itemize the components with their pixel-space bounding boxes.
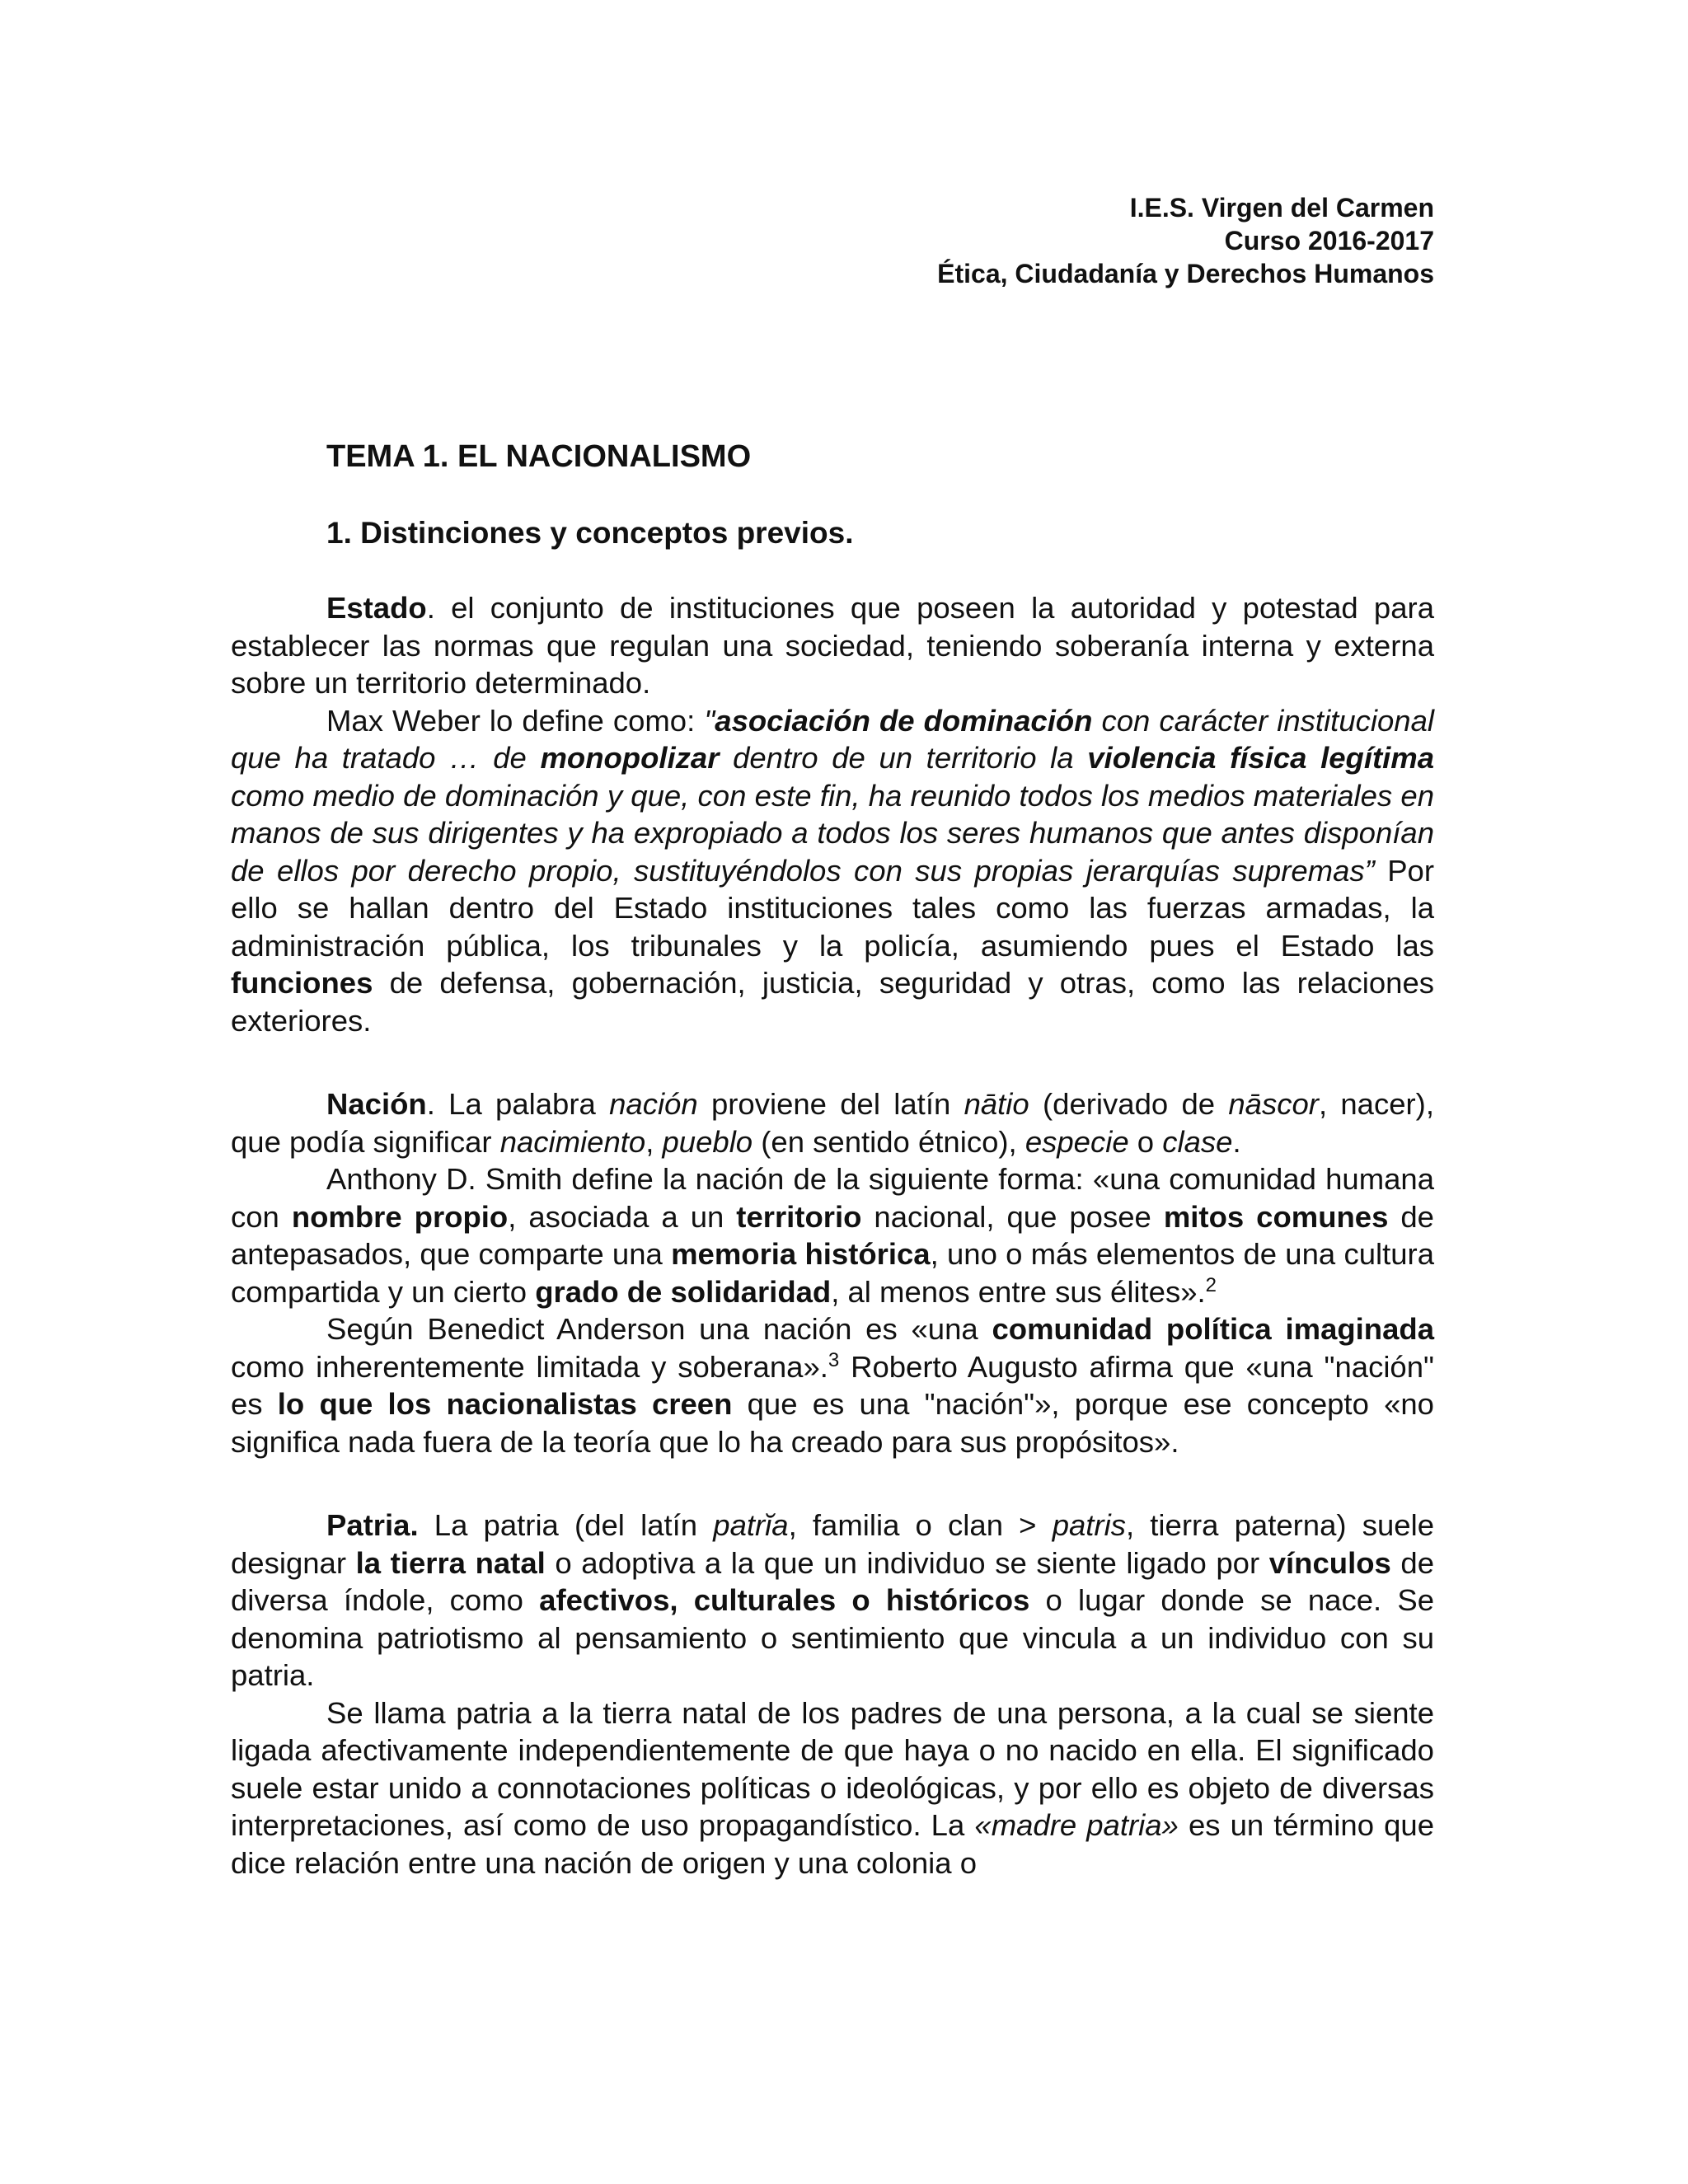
course-year: Curso 2016-2017 [1224, 226, 1434, 255]
weber-paragraph: Max Weber lo define como: "asociación de dominación con carácter institucional que ha tratado … de monopolizar dentro de un territorio la violencia física legítima como medio de dominación y que, con este fin, ha reunido todos los medios materiales en manos de sus dirigentes y ha expropiado a todos los seres humanos que antes disponían de ellos por derecho propio, sustituyéndolos con sus propias jerarquías supremas” Por ello se hallan dentro del Estado instituciones tales como las fuerzas armadas, la administración pública, los tribunales y la policía, asumiendo pues el Estado las funciones de defensa, gobernación, justicia, seguridad y otras, como las relaciones exteriores. [231, 703, 1435, 1038]
nacion-paragraph: Nación. La palabra nación proviene del latín nātio (derivado de nāscor, nacer), que podía significar nacimiento, pueblo (en sentido étnico), especie o clase. [231, 1087, 1434, 1159]
smith-paragraph: Anthony D. Smith define la nación de la siguiente forma: «una comunidad humana con nombre propio, asociada a un territorio nacional, que posee mitos comunes de antepasados, que comparte una memoria histórica, uno o más elementos de una cultura compartida y un cierto grado de solidaridad, al menos entre sus élites».$^2$ [231, 1162, 1434, 1309]
patria-paragraph-2: Se llama patria a la tierra natal de los padres de una persona, a la cual se siente ligada afectivamente independientemente de que haya o no nacido en ella. El significado suele estar unido a connotaciones políticas o ideológicas, y por ello es objeto de diversas interpretaciones, así como de uso propagandístico. La «madre patria» es un término que dice relación entre una nación de origen y una colonia o [231, 1695, 1434, 1880]
patria-term: Patria. [326, 1508, 419, 1542]
weber-quote: "asociación de dominación con carácter institucional que ha tratado … de monopolizar dentro de un territorio la violencia física legítima como medio de dominación y que, con este fin, ha reunido todos los medios materiales en manos de sus dirigentes y ha expropiado a todos los seres humanos que antes disponían de ellos por derecho propio, sustituyéndolos con sus propias jerarquías supremas” [231, 703, 1435, 888]
patria-paragraph: Patria. La patria (del latín patrĭa, familia o clan > patris, tierra paterna) suele designar la tierra natal o adoptiva a la que un individuo se siente ligado por vínculos de diversa índole, como afectivos, culturales o históricos o lugar donde se nace. Se denomina patriotismo al pensamiento o sentimiento que vincula a un individuo con su patria. [231, 1508, 1435, 1692]
document-body [231, 429, 1434, 1882]
topic-title: TEMA 1. EL NACIONALISMO [326, 439, 752, 474]
nacion-term: Nación [326, 1087, 427, 1121]
estado-paragraph: Estado. el conjunto de instituciones que poseen la autoridad y potestad para establecer las normas que regulan una sociedad, teniendo soberanía interna y externa sobre un territorio determinado. [231, 591, 1434, 700]
document-header [937, 191, 1434, 290]
section-title: 1. Distinciones y conceptos previos. [326, 515, 854, 550]
footnote-ref-2[interactable]: 2 [1205, 1273, 1217, 1296]
footnote-ref-3[interactable]: 3 [828, 1348, 840, 1371]
estado-term: Estado [326, 591, 427, 625]
school-name: I.E.S. Virgen del Carmen [1129, 193, 1434, 223]
anderson-paragraph: Según Benedict Anderson una nación es «una comunidad política imaginada como inherentemente limitada y soberana».$^3$ Roberto Augusto afirma que «una "nación" es lo que los nacionalistas creen que es una "nación"», porque ese concepto «no significa nada fuera de la teoría que lo ha creado para sus propósitos». [231, 1312, 1435, 1459]
subject-name: Ética, Ciudadanía y Derechos Humanos [937, 259, 1434, 288]
